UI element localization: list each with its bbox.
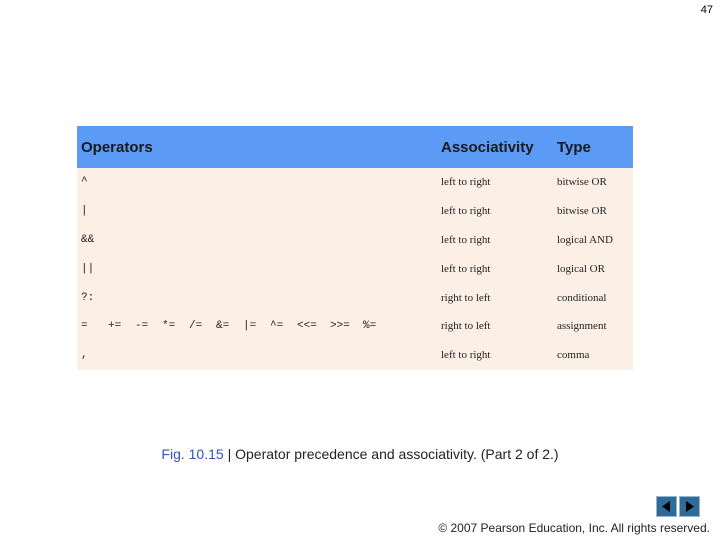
operator-token: /= [189,320,203,333]
triangle-left-icon [660,500,673,513]
operator-token: = [81,320,88,333]
associativity-cell: right to left [441,320,491,333]
operator-table [77,126,633,370]
type-cell: bitwise OR [557,205,607,218]
header-type: Type [557,138,591,156]
table-row [77,168,633,197]
operators-group [81,176,437,188]
table-row [77,254,633,283]
type-cell: bitwise OR [557,176,607,189]
operator-token: += [108,320,122,333]
table-header-row [77,126,633,168]
operators-cell [77,341,437,370]
table-row [77,341,633,370]
operators-group [81,263,437,275]
operators-cell [77,254,437,283]
operator-token: | [81,205,88,218]
caption-text: Operator precedence and associativity. (Part 2 of 2.) [235,446,559,462]
table-row [77,226,633,255]
page-number: 47 [700,4,713,16]
type-cell: logical OR [557,262,605,275]
operators-group [81,349,437,361]
table-row [77,312,633,341]
header-associativity: Associativity [441,138,534,156]
associativity-cell: left to right [441,176,491,189]
associativity-cell: left to right [441,205,491,218]
previous-slide-button[interactable] [656,496,677,517]
operator-token: -= [135,320,149,333]
copyright-notice: © 2007 Pearson Education, Inc. All rights reserved. [438,521,710,535]
operators-cell [77,197,437,226]
operator-token: >>= [330,320,350,333]
operator-token: ^ [81,176,88,189]
operator-token: *= [162,320,176,333]
table-row [77,197,633,226]
operators-cell [77,226,437,255]
slide-navigation [656,496,700,517]
table-row [77,283,633,312]
operators-group [81,205,437,217]
operators-cell [77,312,437,341]
type-cell: comma [557,349,590,362]
header-operators: Operators [81,138,153,156]
type-cell: logical AND [557,233,613,246]
associativity-cell: left to right [441,233,491,246]
operator-token: ?: [81,291,95,304]
operator-token: &= [216,320,230,333]
associativity-cell: right to left [441,291,491,304]
figure-caption [0,446,720,462]
operator-table-container [77,126,633,370]
operator-token: && [81,233,95,246]
associativity-cell: left to right [441,262,491,275]
caption-separator: | [227,446,232,462]
next-slide-button[interactable] [679,496,700,517]
table-body [77,168,633,370]
operators-cell [77,283,437,312]
operator-token: , [81,349,88,362]
operators-group [81,320,437,332]
operators-cell [77,168,437,197]
operator-token: ^= [270,320,284,333]
figure-number: Fig. 10.15 [161,446,224,462]
operators-group [81,234,437,246]
associativity-cell: left to right [441,349,491,362]
operator-token: <<= [297,320,317,333]
type-cell: assignment [557,320,607,333]
type-cell: conditional [557,291,607,304]
operator-token: || [81,262,95,275]
operator-token: |= [243,320,257,333]
triangle-right-icon [683,500,696,513]
operators-group [81,292,437,304]
operator-token: %= [363,320,377,333]
